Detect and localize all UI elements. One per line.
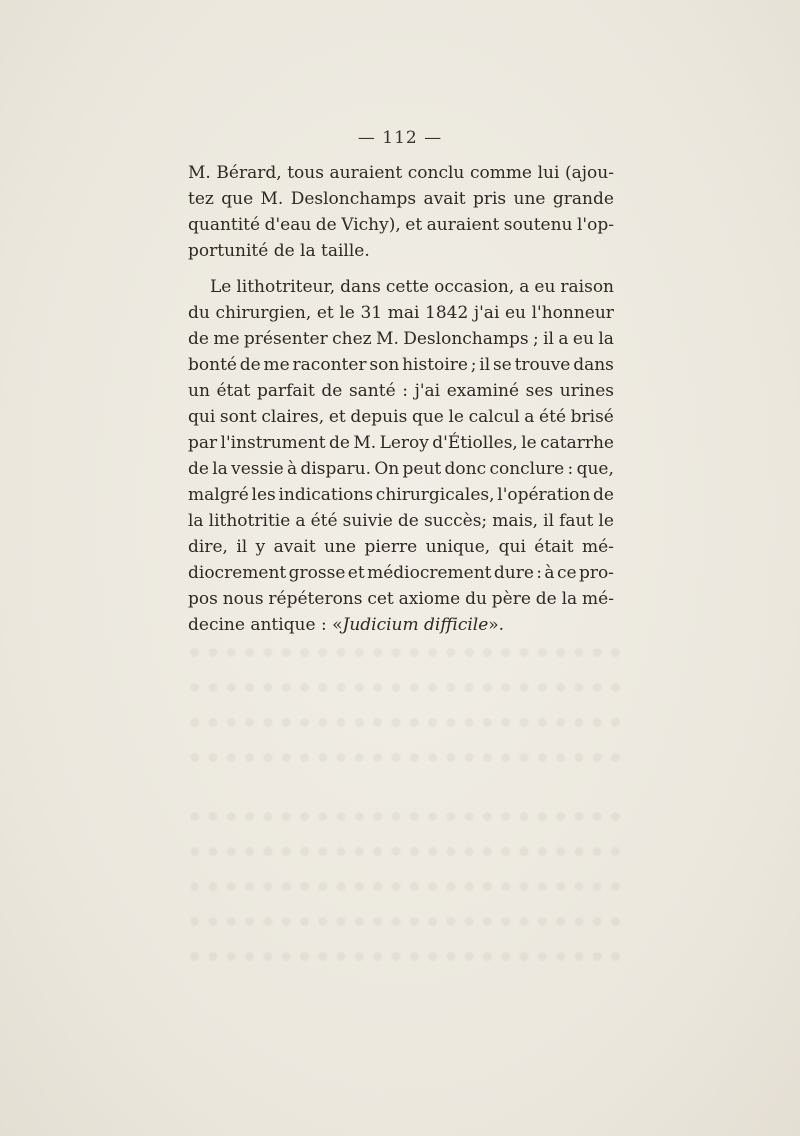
word: médiocrement — [367, 563, 492, 583]
word: axiome — [398, 589, 461, 609]
word: disparu. — [300, 459, 372, 479]
text-line — [188, 508, 614, 534]
word: dire, — [188, 537, 228, 557]
word: une — [324, 537, 357, 557]
page-number: — 112 — — [357, 128, 443, 148]
text-line — [188, 274, 614, 300]
word: dans — [340, 277, 381, 297]
word: y — [255, 537, 266, 557]
word: depuis — [350, 407, 408, 427]
word: lithotritie — [208, 511, 291, 531]
word: santé — [348, 381, 396, 401]
word: M. — [376, 329, 399, 349]
word: Le — [210, 277, 232, 297]
word: la — [598, 329, 614, 349]
word: tez — [188, 189, 214, 209]
word: été — [310, 511, 338, 531]
word: dure — [493, 563, 534, 583]
word: On — [374, 459, 400, 479]
word: mais, — [492, 511, 539, 531]
bleed-through-decoration — [190, 640, 620, 788]
word: ses — [525, 381, 554, 401]
word: 1842 — [425, 303, 469, 323]
word: : — [402, 381, 408, 401]
word: quantité — [188, 215, 261, 235]
word: et — [347, 563, 365, 583]
word: parfait — [256, 381, 315, 401]
word: qui — [498, 537, 526, 557]
word: comme — [469, 163, 532, 183]
word: il — [479, 355, 491, 375]
word: chirurgicales, — [375, 485, 495, 505]
word: M. — [353, 433, 377, 453]
word: soutenu — [503, 215, 573, 235]
word: me — [263, 355, 290, 375]
word: les — [251, 485, 276, 505]
text-line — [188, 482, 614, 508]
text-line — [188, 300, 614, 326]
word: : — [536, 563, 543, 583]
word: Leroy — [379, 433, 429, 453]
word: Deslonchamps — [290, 189, 417, 209]
word: suivie — [342, 511, 393, 531]
word: la — [212, 459, 228, 479]
word: le — [339, 303, 355, 323]
body-text — [188, 160, 614, 638]
word: mé- — [582, 589, 614, 609]
word: père — [491, 589, 531, 609]
word: la — [188, 511, 204, 531]
text-line — [188, 560, 614, 586]
word: un — [188, 381, 210, 401]
word: ce — [556, 563, 577, 583]
word: j'ai — [473, 303, 500, 323]
text-line — [188, 352, 614, 378]
word: claires, — [261, 407, 325, 427]
word: lithotriteur, — [236, 277, 336, 297]
word: de — [321, 381, 343, 401]
word: urines — [559, 381, 614, 401]
word: occasion, — [434, 277, 515, 297]
word: brisé — [570, 407, 614, 427]
word: pro- — [578, 563, 614, 583]
word: que, — [576, 459, 614, 479]
word: il — [543, 329, 554, 349]
word: la — [561, 589, 578, 609]
word: conclu — [407, 163, 465, 183]
word: mai — [387, 303, 420, 323]
word: pris — [472, 189, 507, 209]
final-line-after: ». — [488, 615, 505, 635]
word: de — [329, 433, 350, 453]
text-line-final — [188, 612, 614, 638]
word: lui — [537, 163, 560, 183]
word: avait — [423, 189, 466, 209]
word: diocrement — [188, 563, 287, 583]
word: de — [315, 215, 337, 235]
word: à — [544, 563, 555, 583]
word: d'Étiolles, — [432, 433, 518, 453]
text-line — [188, 534, 614, 560]
word: ; — [533, 329, 539, 349]
word: chez — [332, 329, 372, 349]
text-line — [188, 326, 614, 352]
word: cette — [385, 277, 430, 297]
word: auraient — [329, 163, 403, 183]
final-line-before: decine antique : « — [188, 615, 343, 635]
word: l'op- — [577, 215, 614, 235]
word: présenter — [243, 329, 328, 349]
word: Deslonchamps — [403, 329, 529, 349]
word: qui — [188, 407, 216, 427]
word: et — [328, 407, 346, 427]
word: l'opération — [497, 485, 591, 505]
bleed-through-decoration-2 — [190, 812, 620, 987]
word: pierre — [364, 537, 418, 557]
word: j'ai — [414, 381, 441, 401]
word: que — [221, 189, 254, 209]
text-line-content: portunité de la taille. — [188, 241, 370, 261]
word: (ajou- — [564, 163, 614, 183]
word: eu — [534, 277, 556, 297]
text-line — [188, 160, 614, 186]
word: que — [411, 407, 444, 427]
word: a — [519, 277, 530, 297]
word: : — [567, 459, 574, 479]
text-line — [188, 430, 614, 456]
word: raison — [560, 277, 614, 297]
word: du — [465, 589, 487, 609]
word: de — [535, 589, 557, 609]
word: vessie — [231, 459, 284, 479]
word: bonté — [188, 355, 237, 375]
word: peut — [402, 459, 442, 479]
word: Vichy), — [341, 215, 401, 235]
word: de — [188, 459, 209, 479]
word: eu — [572, 329, 594, 349]
word: a — [524, 407, 535, 427]
text-line — [188, 238, 614, 264]
word: état — [216, 381, 251, 401]
word: était — [534, 537, 574, 557]
text-line — [188, 456, 614, 482]
word: ; — [470, 355, 477, 375]
word: pos — [188, 589, 218, 609]
word: M. — [188, 163, 211, 183]
word: de — [593, 485, 614, 505]
text-line — [188, 378, 614, 404]
word: d'eau — [264, 215, 312, 235]
word: trouve — [514, 355, 571, 375]
word: l'honneur — [531, 303, 614, 323]
text-line — [188, 586, 614, 612]
word: grosse — [288, 563, 346, 583]
word: se — [492, 355, 512, 375]
text-line — [188, 212, 614, 238]
word: il — [543, 511, 555, 531]
word: le — [521, 433, 537, 453]
word: une — [513, 189, 546, 209]
word: a — [558, 329, 569, 349]
word: 31 — [360, 303, 383, 323]
word: M. — [260, 189, 284, 209]
word: mé- — [581, 537, 614, 557]
word: indications — [278, 485, 374, 505]
word: examiné — [446, 381, 520, 401]
word: eu — [504, 303, 526, 323]
word: Bérard, — [216, 163, 282, 183]
word: avait — [273, 537, 316, 557]
word: de — [188, 329, 209, 349]
final-line-italic: Judicium difficile — [342, 615, 489, 635]
word: conclure — [489, 459, 565, 479]
word: dans — [573, 355, 614, 375]
word: l'instrument — [220, 433, 326, 453]
word: auraient — [426, 215, 500, 235]
word: de — [397, 511, 419, 531]
word: été — [539, 407, 566, 427]
word: faut — [559, 511, 594, 531]
word: de — [239, 355, 261, 375]
word: tous — [287, 163, 324, 183]
word: cet — [367, 589, 394, 609]
word: unique, — [425, 537, 491, 557]
word: du — [188, 303, 210, 323]
word: et — [316, 303, 334, 323]
word: il — [236, 537, 248, 557]
word: son — [369, 355, 400, 375]
word: a — [295, 511, 306, 531]
word: histoire — [402, 355, 468, 375]
word: et — [405, 215, 423, 235]
word: raconter — [292, 355, 367, 375]
word: succès; — [423, 511, 488, 531]
word: nous — [222, 589, 264, 609]
word: répéterons — [268, 589, 363, 609]
word: le — [598, 511, 614, 531]
word: donc — [444, 459, 487, 479]
word: le — [448, 407, 464, 427]
word: grande — [552, 189, 614, 209]
text-line — [188, 186, 614, 212]
text-line — [188, 404, 614, 430]
word: sont — [219, 407, 257, 427]
word: me — [213, 329, 240, 349]
word: chirurgien, — [215, 303, 312, 323]
word: catarrhe — [540, 433, 614, 453]
word: malgré — [188, 485, 249, 505]
word: calcul — [468, 407, 520, 427]
word: par — [188, 433, 218, 453]
word: à — [287, 459, 298, 479]
